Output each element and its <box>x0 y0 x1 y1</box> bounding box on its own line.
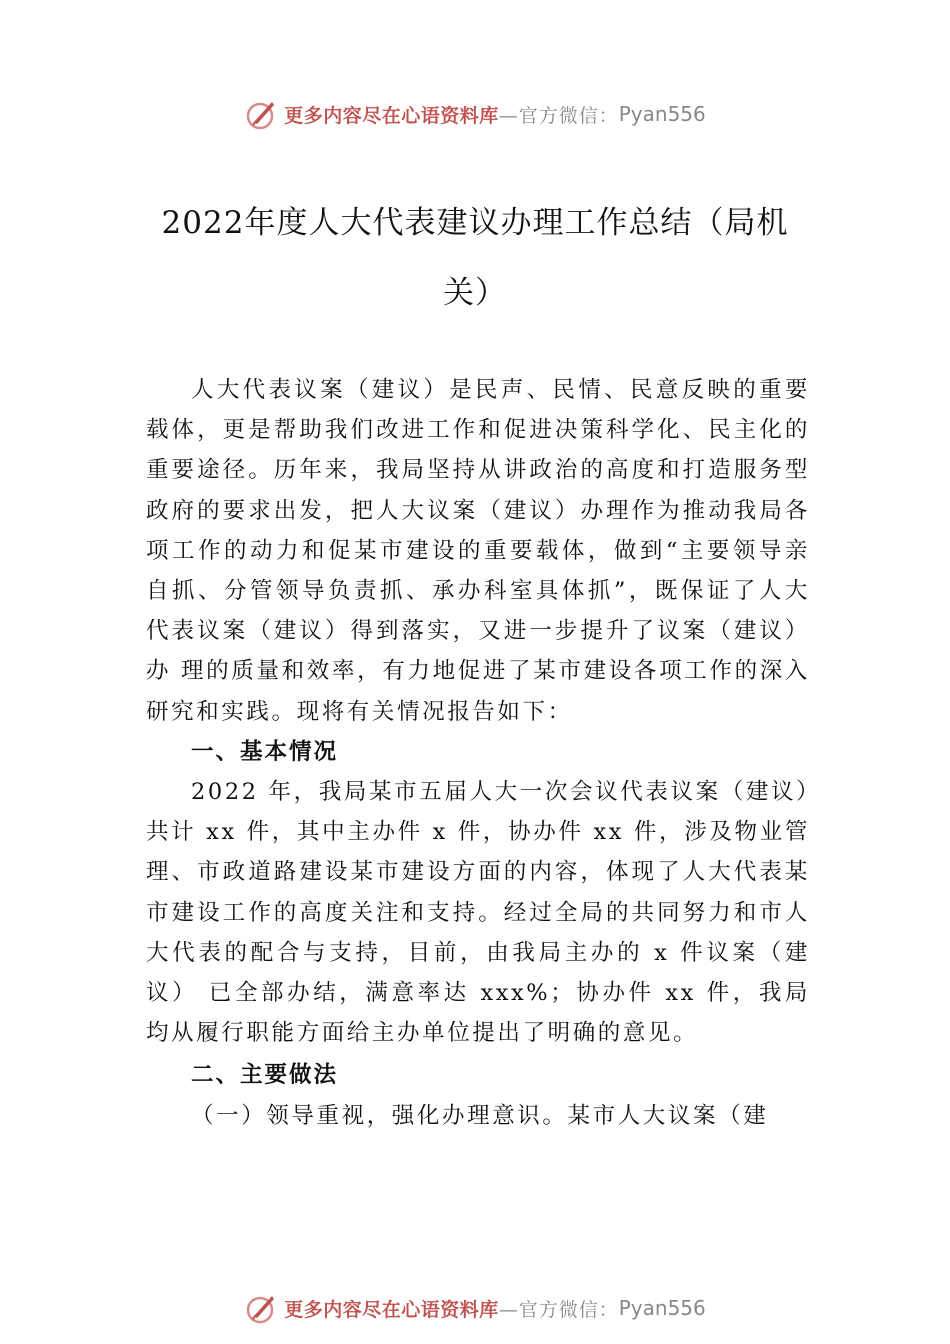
feather-pen-logo-icon <box>244 96 280 132</box>
watermark-red-text: 更多内容尽在心语资料库 <box>284 104 499 127</box>
watermark-footer <box>0 1288 950 1328</box>
watermark-red-text: 更多内容尽在心语资料库 <box>284 1298 499 1321</box>
section1-heading: 一、基本情况 <box>191 738 339 765</box>
section1-paragraph: 2022 年，我局某市五届人大一次会议代表议案（建议）共计 xx 件，其中主办件 x 件，协办件 xx 件，涉及物业管理、市政道路建设某市建设方面的内容，体现了人大代表某市建设工作的高度关注和支持。经过全局的共同努力和市人大代表的配合与支持，目前，由我局主办的 x 件议案（建议） 已全部办结，满意率达 xxx%；协办件 xx 件，我局均从履行职能方面给主办单位提出了明确的意见。 <box>146 779 810 1047</box>
watermark-header <box>0 94 950 134</box>
section2-heading: 二、主要做法 <box>191 1062 339 1089</box>
intro-paragraph: 人大代表议案（建议）是民声、民情、民意反映的重要载体，更是帮助我们改进工作和促进决策科学化、民主化的重要途径。历年来，我局坚持从讲政治的高度和打造服务型政府的要求出发，把人大议案（建议）办理作为推动我局各项工作的动力和促某市建设的重要载体，做到“主要领导亲自抓、分管领导负责抓、承办科室具体抓”，既保证了人大代表议案（建议）得到落实，又进一步提升了议案（建议）办 理的质量和效率，有力地促进了某市建设各项工作的深入研究和实践。现将有关情况报告如下： <box>146 377 810 725</box>
watermark-gray-text: —官方微信： <box>498 104 619 127</box>
watermark-wechat-id: Pyan556 <box>618 1296 706 1320</box>
document-title: 2022年度人大代表建议办理工作总结（局机关） <box>161 205 789 311</box>
section2-sub1-paragraph: （一）领导重视，强化办理意识。某市人大议案（建 <box>191 1102 769 1129</box>
watermark-wechat-id: Pyan556 <box>618 102 706 126</box>
watermark-gray-text: —官方微信： <box>498 1298 619 1321</box>
feather-pen-logo-icon <box>244 1290 280 1326</box>
document-body <box>146 370 810 1136</box>
